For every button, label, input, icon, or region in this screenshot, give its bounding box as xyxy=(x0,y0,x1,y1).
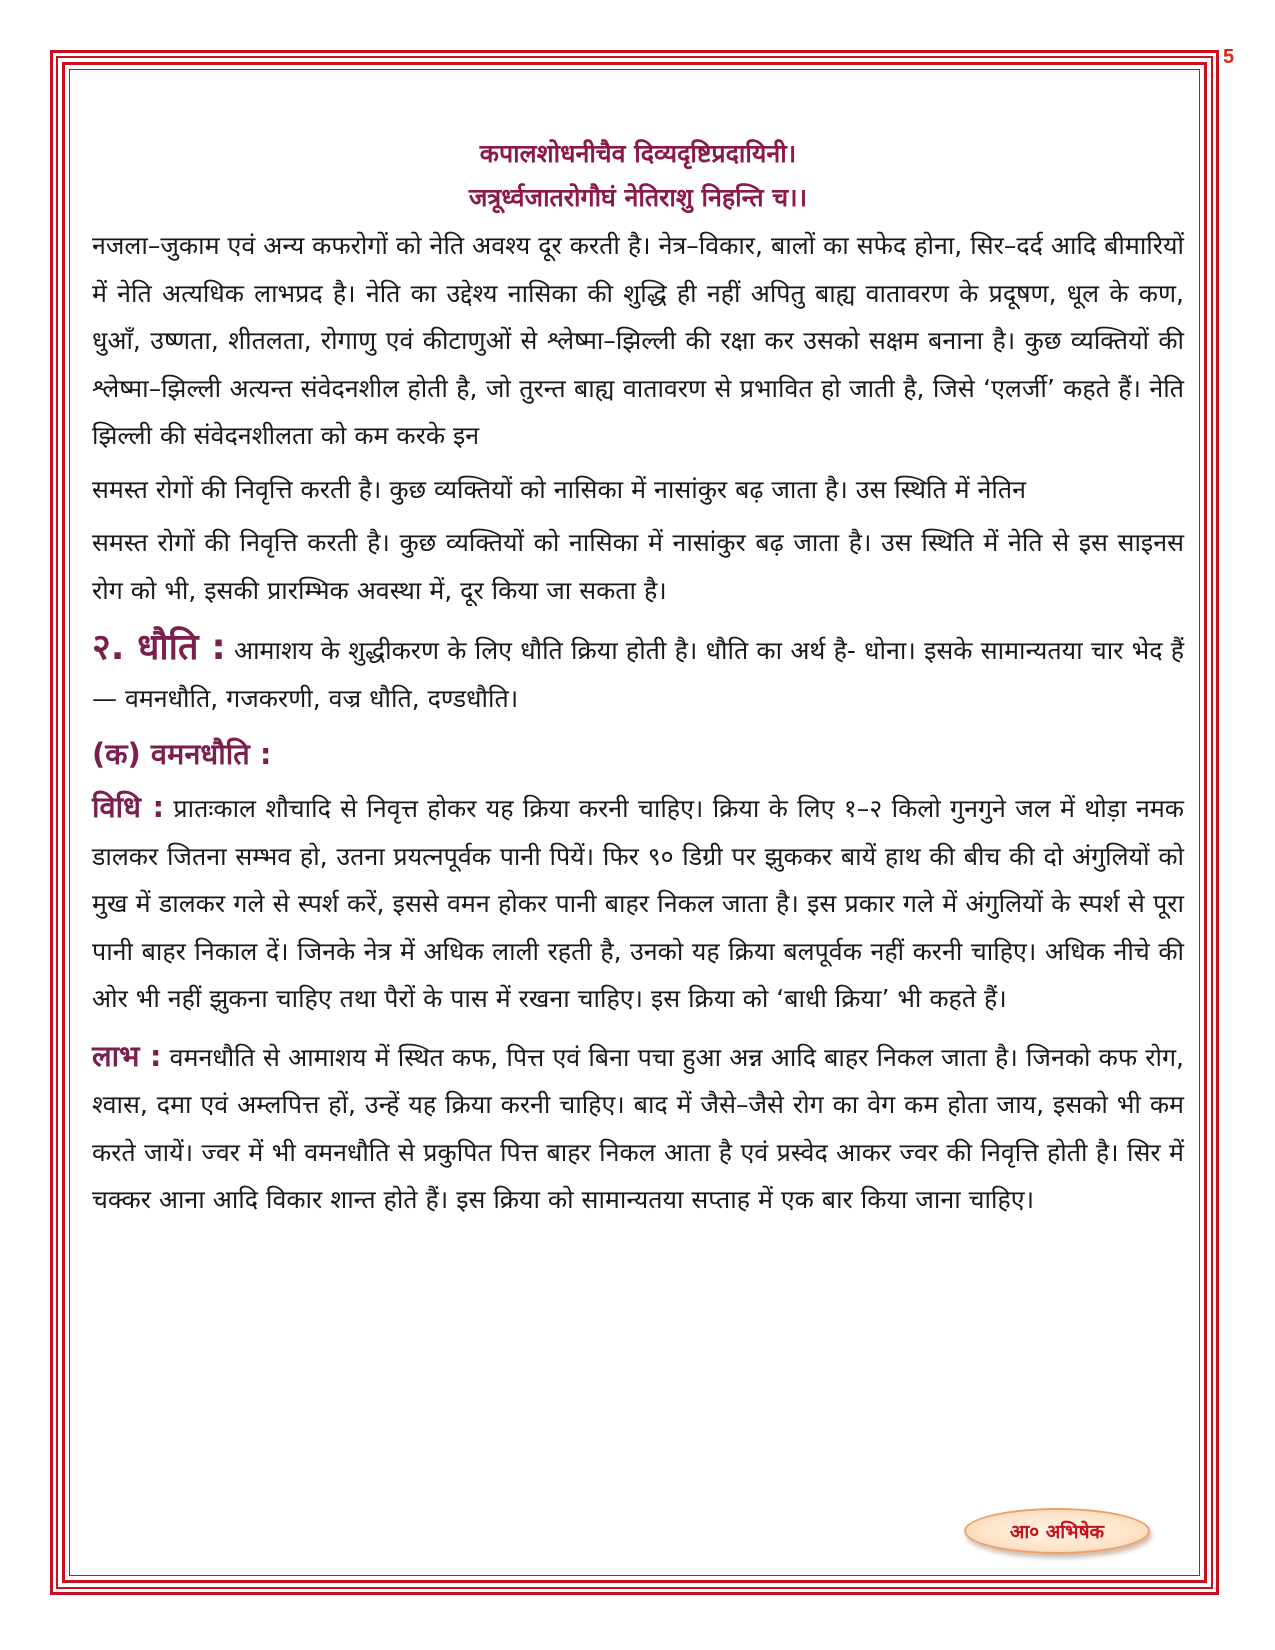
paragraph-neti-sinus: समस्त रोगों की निवृत्ति करती है। कुछ व्यक्तियों को नासिका में नासांकुर बढ़ जाता है। उस स्थिति में नेति से इस साइनस रोग को भी, इसकी प्रारम्भिक अवस्था में, दूर किया जा सकता है। xyxy=(92,528,1184,605)
verse-line-2: जत्रूर्ध्वजातरोगौघं नेतिराशु निहन्ति च।। xyxy=(468,183,808,212)
section-labh xyxy=(92,1033,1184,1224)
vamandhauti-heading: (क) वमनधौति : xyxy=(92,737,272,771)
labh-label: लाभ : xyxy=(92,1038,162,1073)
section-dhauti xyxy=(92,624,1184,722)
paragraph-neti-benefits: नजला–जुकाम एवं अन्य कफरोगों को नेति अवश्य दूर करती है। नेत्र–विकार, बालों का सफेद होना, सिर–दर्द आदि बीमारियों में नेति अत्यधिक लाभप्रद है। नेति का उद्देश्य नासिका की शुद्धि ही नहीं अपितु बाह्य वातावरण के प्रदूषण, धूल के कण, धुआँ, उष्णता, शीतलता, रोगाणु एवं कीटाणुओं से श्लेष्मा–झिल्ली की रक्षा कर उसको सक्षम बनाना है। कुछ व्यक्तियों की श्लेष्मा–झिल्ली अत्यन्त संवेदनशील होती है, जो तुरन्त बाह्य वातावरण से प्रभावित हो जाती है, जिसे ‘एलर्जी’ कहते हैं। नेति झिल्ली की संवेदनशीलता को कम करके इन xyxy=(92,231,1184,450)
author-badge: आ० अभिषेक xyxy=(964,1508,1150,1554)
section-vidhi xyxy=(92,784,1184,1023)
dhauti-text: आमाशय के शुद्धीकरण के लिए धौति क्रिया होती है। धौति का अर्थ है- धोना। इसके सामान्यतया चार भेद हैं— वमनधौति, गजकरणी, वज्र धौति, दण्डधौति। xyxy=(92,636,1184,713)
vidhi-text: प्रातःकाल शौचादि से निवृत्त होकर यह क्रिया करनी चाहिए। क्रिया के लिए १–२ किलो गुनगुने जल में थोड़ा नमक डालकर जितना सम्भव हो, उतना प्रयत्नपूर्वक पानी पियें। फिर ९० डिग्री पर झुककर बायें हाथ की बीच की दो अंगुलियों को मुख में डालकर गले से स्पर्श करें, इससे वमन होकर पानी बाहर निकल जाता है। इस प्रकार गले में अंगुलियों के स्पर्श से पूरा पानी बाहर निकाल दें। जिनके नेत्र में अधिक लाली रहती है, उनको यह क्रिया बलपूर्वक नहीं करनी चाहिए। अधिक नीचे की ओर भी नहीं झुकना चाहिए तथा पैरों के पास में रखना चाहिए। इस क्रिया को ‘बाधी क्रिया’ भी कहते हैं। xyxy=(92,794,1184,1013)
page-content xyxy=(92,132,1184,1224)
page-number: 5 xyxy=(1223,46,1235,68)
vidhi-label: विधि : xyxy=(92,790,165,824)
labh-text: वमनधौति से आमाशय में स्थित कफ, पित्त एवं बिना पचा हुआ अन्न आदि बाहर निकल जाता है। जिनको कफ रोग, श्वास, दमा एवं अम्लपित्त हों, उन्हें यह क्रिया करनी चाहिए। बाद में जैसे–जैसे रोग का वेग कम होता जाय, इसको भी कम करते जायें। ज्वर में भी वमनधौति से प्रकुपित पित्त बाहर निकल आता है एवं प्रस्वेद आकर ज्वर की निवृत्ति होती है। सिर में चक्कर आना आदि विकार शान्त होते हैं। इस क्रिया को सामान्यतया सप्ताह में एक बार किया जाना चाहिए। xyxy=(92,1042,1184,1214)
paragraph-neti-repeat: समस्त रोगों की निवृत्ति करती है। कुछ व्यक्तियों को नासिका में नासांकुर बढ़ जाता है। उस स्थिति में नेतिन xyxy=(92,474,1027,504)
verse-line-1: कपालशोधनीचैव दिव्यदृष्टिप्रदायिनी। xyxy=(479,139,797,168)
dhauti-heading: २. धौति : xyxy=(92,627,226,668)
